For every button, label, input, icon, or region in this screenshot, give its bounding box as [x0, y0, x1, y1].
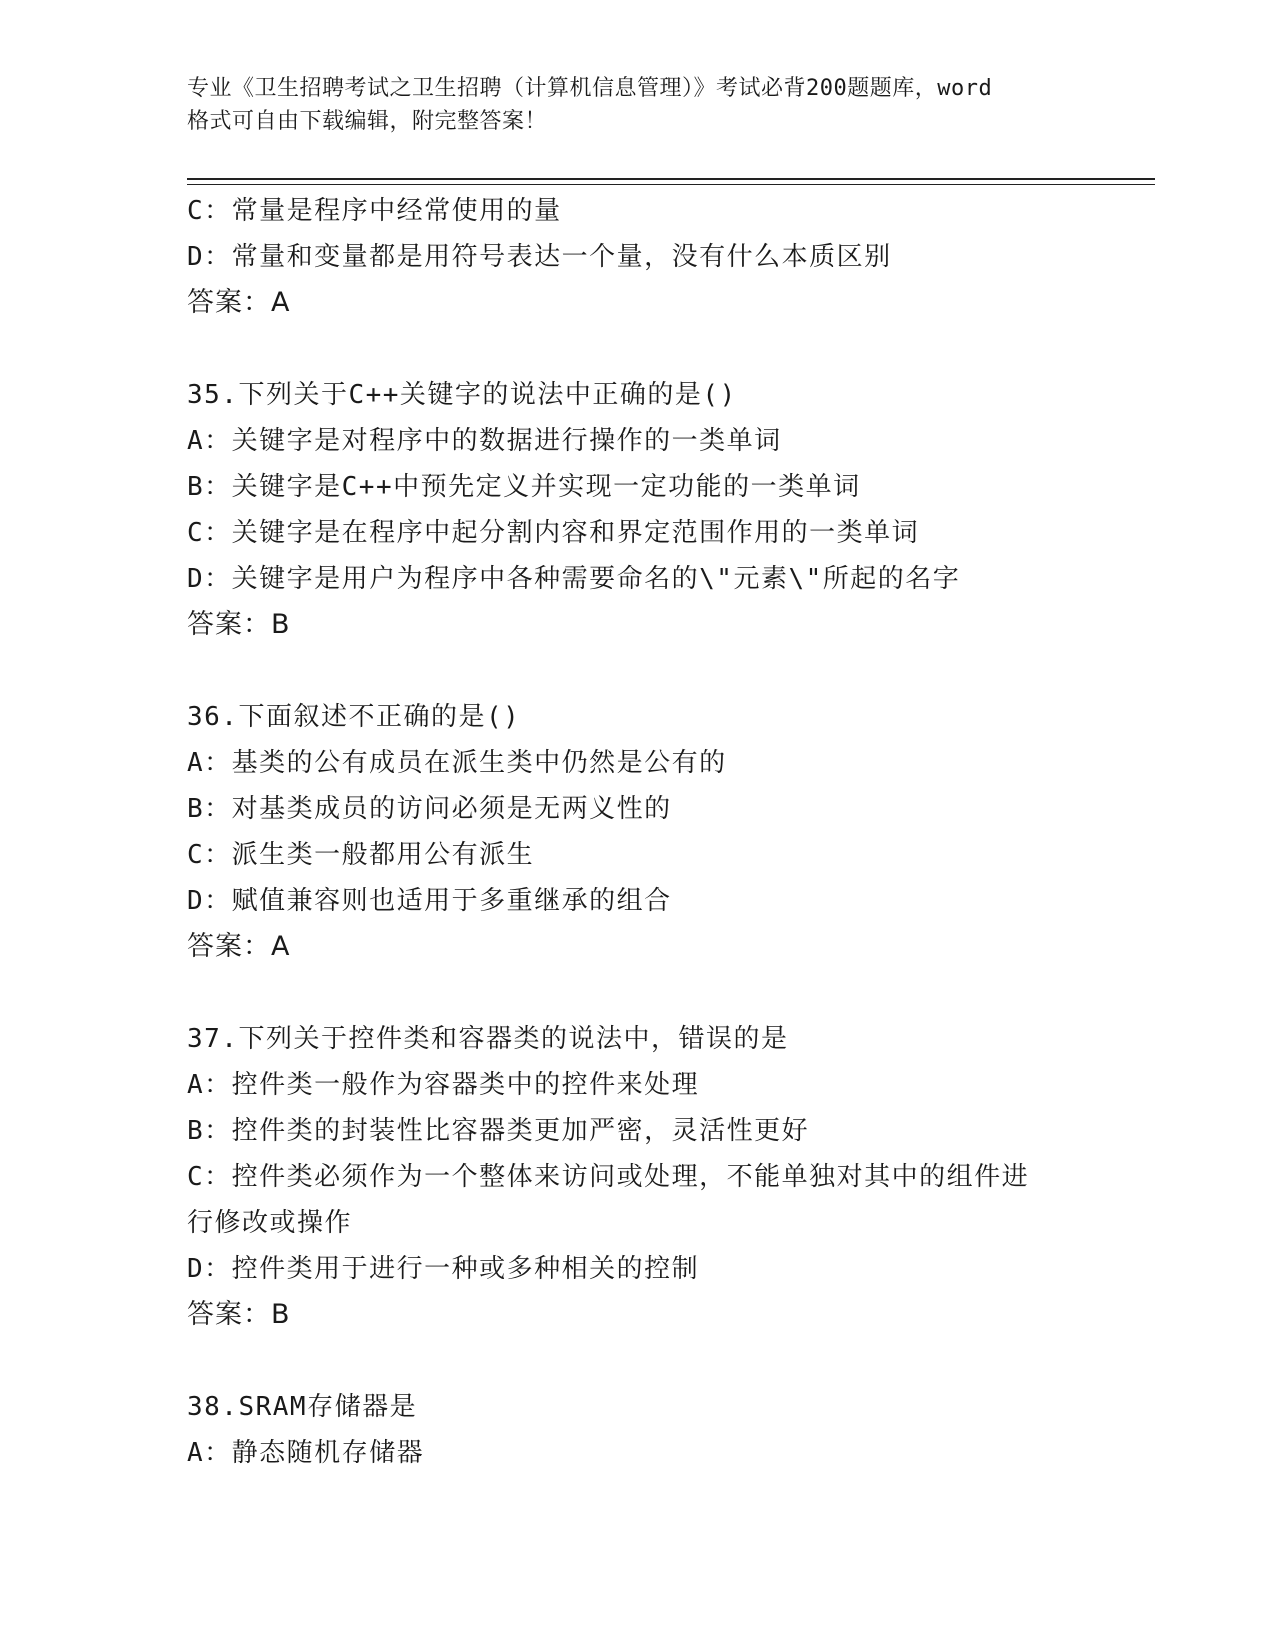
spacer — [187, 326, 1087, 372]
option-d: D：控件类用于进行一种或多种相关的控制 — [187, 1254, 700, 1284]
question-stem: 35.下列关于C++关键字的说法中正确的是() — [187, 380, 737, 410]
option-b: B：对基类成员的访问必须是无两义性的 — [187, 794, 672, 824]
spacer — [187, 970, 1087, 1016]
question-stem: 36.下面叙述不正确的是() — [187, 702, 521, 732]
option-b: B：关键字是C++中预先定义并实现一定功能的一类单词 — [187, 472, 861, 502]
option-b: B：控件类的封装性比容器类更加严密，灵活性更好 — [187, 1116, 810, 1146]
spacer — [187, 648, 1087, 694]
option-c: C：常量是程序中经常使用的量 — [187, 196, 562, 226]
answer-line: 答案：B — [187, 609, 291, 640]
question-stem: 38.SRAM存储器是 — [187, 1392, 418, 1422]
answer-line: 答案：B — [187, 1299, 291, 1330]
document-header — [187, 72, 1087, 138]
spacer — [187, 1338, 1087, 1384]
option-a: A：控件类一般作为容器类中的控件来处理 — [187, 1070, 700, 1100]
option-c-continued: 行修改或操作 — [187, 1208, 353, 1238]
question-37 — [187, 1016, 1087, 1338]
option-a: A：静态随机存储器 — [187, 1438, 425, 1468]
question-35 — [187, 372, 1087, 648]
header-title-line-1: 专业《卫生招聘考试之卫生招聘（计算机信息管理）》考试必背200题题库，word — [187, 76, 993, 101]
option-c: C：派生类一般都用公有派生 — [187, 840, 535, 870]
header-title-line-2: 格式可自由下载编辑，附完整答案！ — [187, 109, 548, 134]
answer-line: 答案：A — [187, 287, 291, 318]
option-d: D：关键字是用户为程序中各种需要命名的\"元素\"所起的名字 — [187, 564, 961, 594]
question-stem: 37.下列关于控件类和容器类的说法中，错误的是 — [187, 1024, 789, 1054]
option-a: A：关键字是对程序中的数据进行操作的一类单词 — [187, 426, 782, 456]
answer-line: 答案：A — [187, 931, 291, 962]
question-list — [187, 188, 1087, 1476]
option-d: D：赋值兼容则也适用于多重继承的组合 — [187, 886, 672, 916]
question-36 — [187, 694, 1087, 970]
option-c: C：关键字是在程序中起分割内容和界定范围作用的一类单词 — [187, 518, 920, 548]
option-a: A：基类的公有成员在派生类中仍然是公有的 — [187, 748, 727, 778]
option-c: C：控件类必须作为一个整体来访问或处理，不能单独对其中的组件进 — [187, 1162, 1030, 1192]
header-divider — [187, 178, 1155, 185]
question-38 — [187, 1384, 1087, 1476]
option-d: D：常量和变量都是用符号表达一个量，没有什么本质区别 — [187, 242, 892, 272]
